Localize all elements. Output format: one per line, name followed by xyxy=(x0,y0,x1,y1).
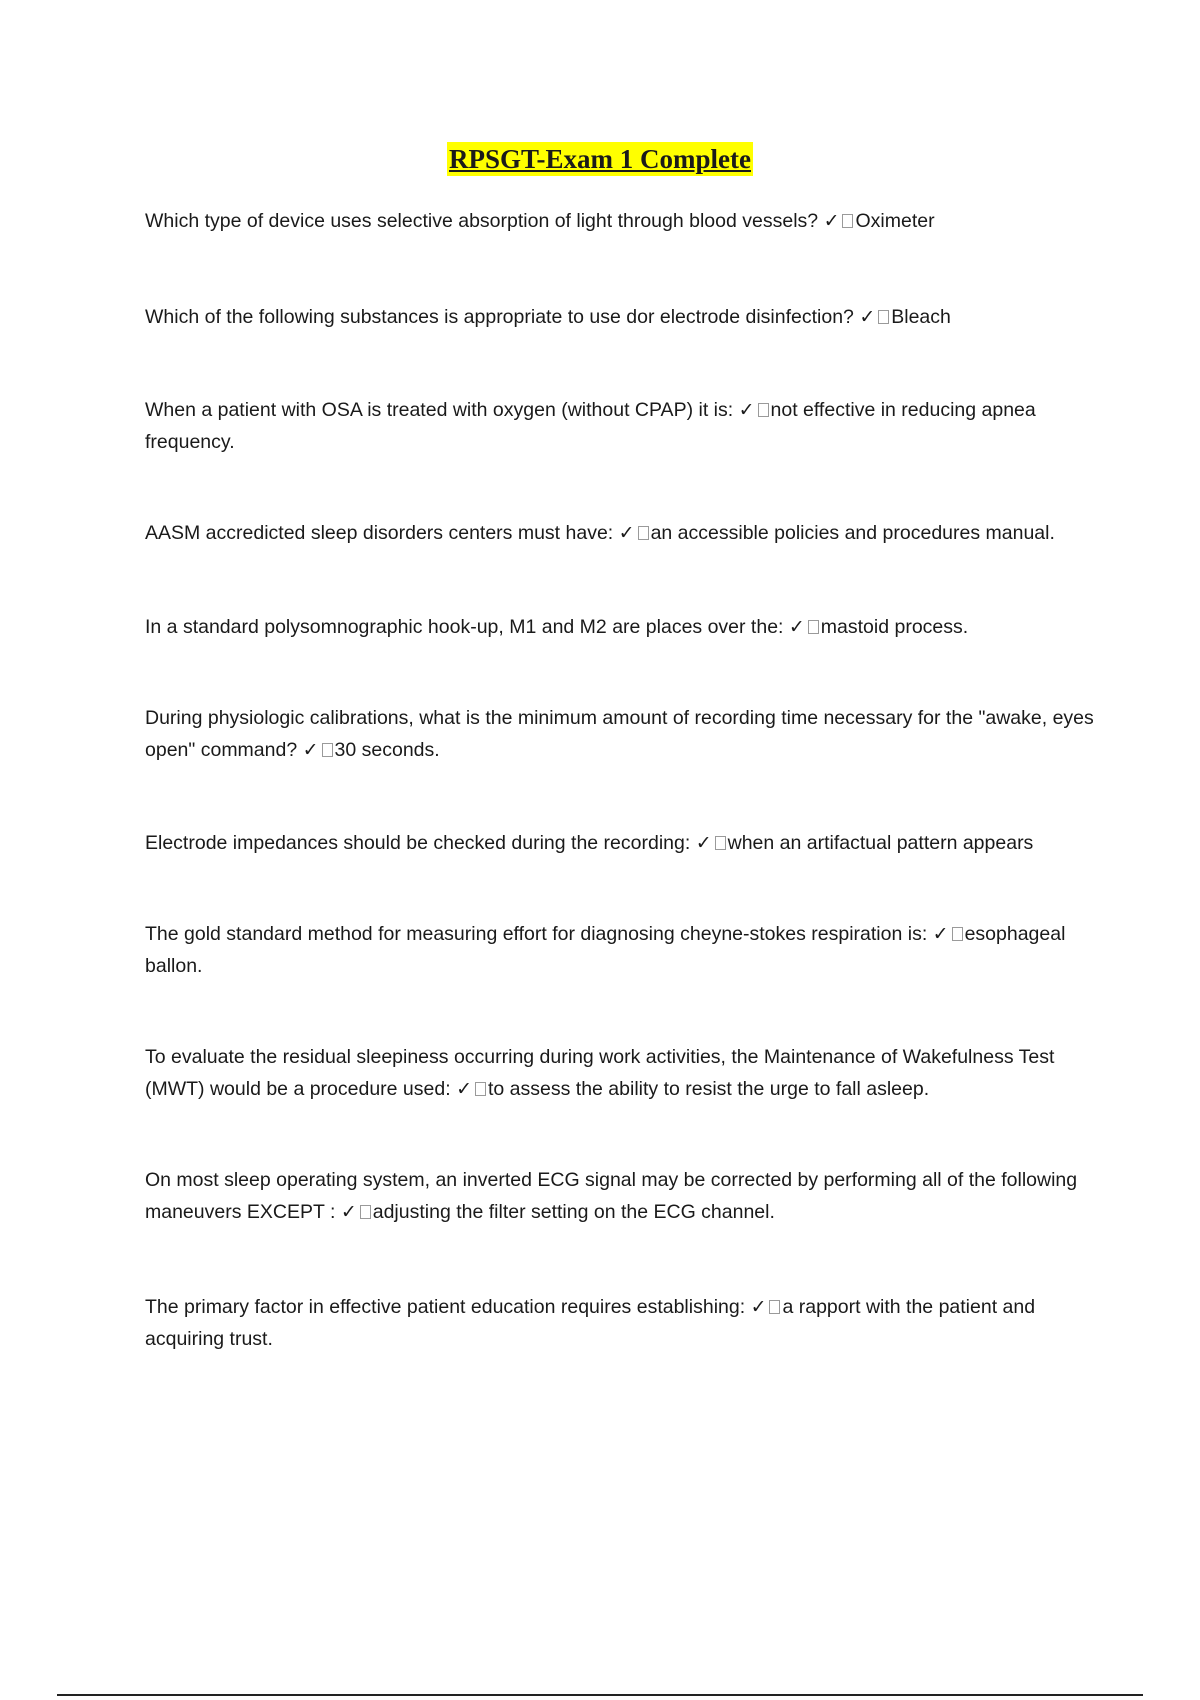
answer-text: to assess the ability to resist the urge to fall asleep. xyxy=(487,1078,930,1100)
answer-text: adjusting the filter setting on the ECG channel. xyxy=(372,1201,775,1223)
placeholder-box-icon xyxy=(360,1205,371,1219)
check-icon: ✓ xyxy=(738,399,755,421)
check-icon: ✓ xyxy=(302,739,319,761)
answer-text: Bleach xyxy=(891,306,951,328)
placeholder-box-icon xyxy=(808,620,819,634)
qa-item-7 xyxy=(145,827,1095,859)
title-container xyxy=(0,142,1200,176)
check-icon: ✓ xyxy=(823,210,840,232)
answer-text: esophageal ballon. xyxy=(145,923,1066,977)
page-bottom-rule xyxy=(57,1694,1143,1696)
question-text: During physiologic calibrations, what is the minimum amount of recording time necessary for the "awake, eyes open" command? xyxy=(145,707,1094,761)
question-text: In a standard polysomnographic hook-up, M1 and M2 are places over the: xyxy=(145,616,789,638)
check-icon: ✓ xyxy=(340,1201,357,1223)
answer-text: not effective in reducing apnea frequency. xyxy=(145,399,1036,453)
qa-item-5 xyxy=(145,611,1095,643)
qa-item-1 xyxy=(145,205,1095,237)
placeholder-box-icon xyxy=(322,743,333,757)
answer-text: an accessible policies and procedures manual. xyxy=(650,522,1055,544)
question-text: Which type of device uses selective absorption of light through blood vessels? xyxy=(145,210,824,232)
question-text: On most sleep operating system, an inverted ECG signal may be corrected by performing all of the following maneuvers EXCEPT : xyxy=(145,1169,1078,1223)
placeholder-box-icon xyxy=(842,214,853,228)
question-text: Electrode impedances should be checked during the recording: xyxy=(145,832,696,854)
document-title: RPSGT-Exam 1 Complete xyxy=(449,144,751,174)
check-icon: ✓ xyxy=(932,923,949,945)
check-icon: ✓ xyxy=(750,1296,767,1318)
answer-text: 30 seconds. xyxy=(334,739,440,761)
placeholder-box-icon xyxy=(878,310,889,324)
question-text: The gold standard method for measuring effort for diagnosing cheyne-stokes respiration is: xyxy=(145,923,933,945)
placeholder-box-icon xyxy=(638,526,649,540)
qa-item-4 xyxy=(145,517,1095,549)
placeholder-box-icon xyxy=(715,836,726,850)
answer-text: when an artifactual pattern appears xyxy=(727,832,1034,854)
question-text: The primary factor in effective patient education requires establishing: xyxy=(145,1296,751,1318)
qa-item-3 xyxy=(145,394,1095,458)
placeholder-box-icon xyxy=(475,1082,486,1096)
placeholder-box-icon xyxy=(769,1300,780,1314)
check-icon: ✓ xyxy=(695,832,712,854)
question-text: When a patient with OSA is treated with oxygen (without CPAP) it is: xyxy=(145,399,739,421)
answer-text: mastoid process. xyxy=(820,616,969,638)
qa-item-2 xyxy=(145,301,1095,333)
qa-item-10 xyxy=(145,1164,1095,1228)
placeholder-box-icon xyxy=(758,403,769,417)
question-text: To evaluate the residual sleepiness occurring during work activities, the Maintenance of Wakefulness Test (MWT) would be a procedure used: xyxy=(145,1046,1055,1100)
check-icon: ✓ xyxy=(788,616,805,638)
qa-item-11 xyxy=(145,1291,1095,1355)
qa-item-8 xyxy=(145,918,1095,982)
question-text: Which of the following substances is appropriate to use dor electrode disinfection? xyxy=(145,306,860,328)
qa-item-9 xyxy=(145,1041,1095,1105)
qa-item-6 xyxy=(145,702,1095,766)
answer-text: Oximeter xyxy=(855,210,935,232)
placeholder-box-icon xyxy=(952,927,963,941)
check-icon: ✓ xyxy=(859,306,876,328)
question-text: AASM accredicted sleep disorders centers must have: xyxy=(145,522,619,544)
answer-text: a rapport with the patient and acquiring trust. xyxy=(145,1296,1036,1350)
check-icon: ✓ xyxy=(618,522,635,544)
check-icon: ✓ xyxy=(456,1078,472,1100)
